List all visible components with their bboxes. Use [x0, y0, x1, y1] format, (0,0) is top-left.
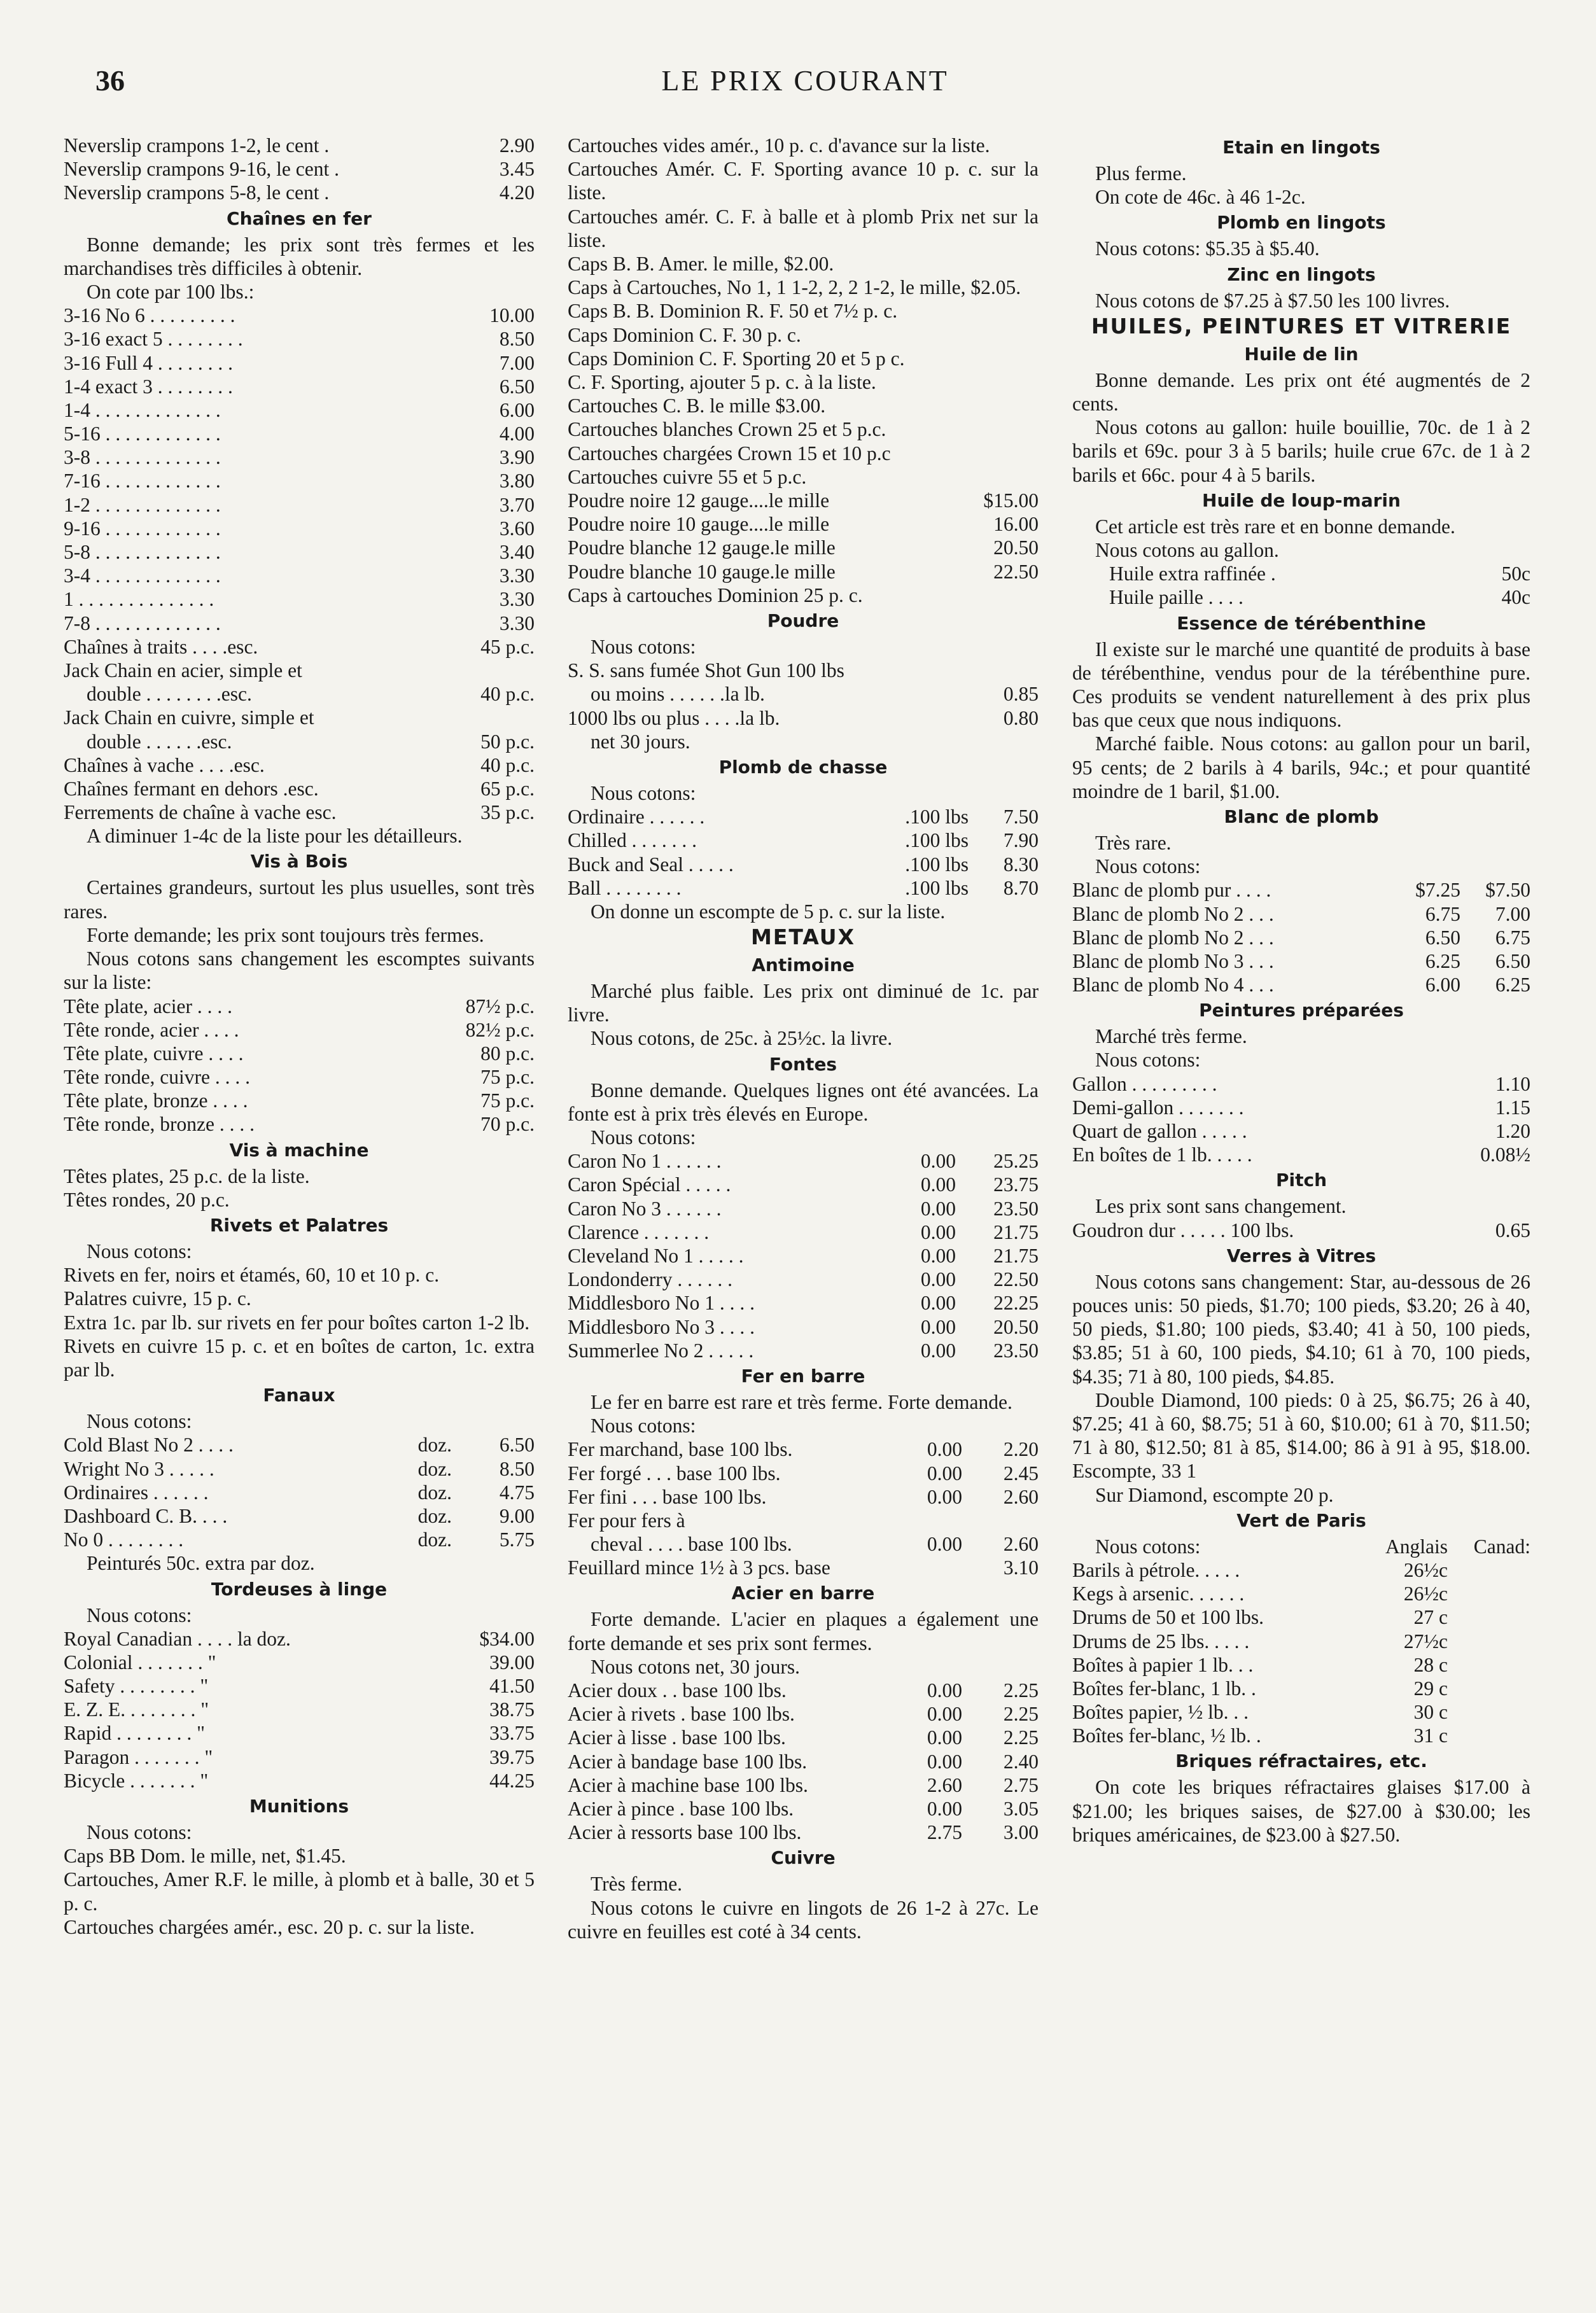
- paragraph: Cartouches blanches Crown 25 et 5 p.c.: [568, 418, 886, 441]
- text-line: On cote de 46c. à 46 1-2c.: [1095, 186, 1306, 209]
- price-row: Cold Blast No 2 . . . . doz. 6.50: [64, 1434, 535, 1457]
- price-row: 3-16 exact 5 . . . . . . . . 8.50: [64, 328, 535, 351]
- text-line: Nous cotons:: [87, 1240, 192, 1262]
- column-header-row: Nous cotons: Anglais Canad:: [1095, 1535, 1530, 1558]
- price-row: Demi-gallon . . . . . . . 1.15: [1072, 1096, 1530, 1119]
- section-heading: Zinc en lingots: [1227, 263, 1376, 285]
- price-row: Poudre blanche 12 gauge.le mille 20.50: [568, 536, 1039, 559]
- text-line: Marché très ferme.: [1095, 1025, 1247, 1048]
- paragraph: Caps BB Dom. le mille, net, $1.45.: [64, 1845, 346, 1868]
- section-heading: Plomb de chasse: [718, 756, 888, 778]
- text-line: Jack Chain en cuivre, simple et: [64, 706, 314, 729]
- paragraph: A diminuer 1-4c de la liste pour les détailleurs.: [87, 825, 463, 848]
- price-row: Kegs à arsenic. . . . . . 26½c: [1072, 1583, 1448, 1605]
- text-line: Nous cotons:: [87, 1604, 192, 1626]
- section-heading: Essence de térébenthine: [1177, 612, 1426, 634]
- section-heading: Tordeuses à linge: [211, 1578, 388, 1600]
- paragraph: Nous cotons sans changement: Star, au-dessous de 26 pouces unis: 50 pieds, $1.70; 100 pieds, $3.20; 26 à 40, 50 pieds, $1.80; 100 pieds, $3.40; 41 à 50, 100 pieds, $3.85; 51 à 60, 100 pieds, $4.10; 61 à 70, 100 pieds, $4.35; 71 à 80, 100 pieds, $4.85.: [1072, 1270, 1530, 1388]
- price-row: Tête plate, acier . . . . 87½ p.c.: [64, 995, 535, 1017]
- text-line: Jack Chain en acier, simple et: [64, 659, 302, 681]
- paragraph: Nous cotons au gallon: huile bouillie, 70c. de 1 à 2 barils et 69c. pour 3 à 5 barils; huile crue 67c. de 1 à 2 barils et 66c. pour 4 à 5 barils.: [1072, 416, 1530, 486]
- section-heading: HUILES, PEINTURES ET VITRERIE: [1091, 313, 1512, 339]
- paragraph: Rivets en cuivre 15 p. c. et en boîtes de carton, 1c. extra par lb.: [64, 1334, 535, 1381]
- text-line: Peinturés 50c. extra par doz.: [87, 1552, 315, 1575]
- paragraph: Forte demande. L'acier en plaques a également une forte demande et ses prix sont fermes.: [568, 1608, 1039, 1654]
- paragraph: Marché faible. Nous cotons: au gallon pour un baril, 95 cents; de 2 barils à 4 barils, 94c.; et pour quantité moindre de 1 baril, $1.00.: [1072, 732, 1530, 802]
- running-title: LE PRIX COURANT: [661, 64, 949, 97]
- price-row: Bicycle . . . . . . . " 44.25: [64, 1769, 535, 1792]
- page-header: [95, 64, 1515, 102]
- price-row: Huile paille . . . . 40c: [1109, 586, 1530, 609]
- section-heading: Blanc de plomb: [1224, 806, 1379, 827]
- paragraph: Cartouches Amér. C. F. Sporting avance 10 p. c. sur la liste.: [568, 158, 1039, 204]
- price-row: Tête plate, cuivre . . . . 80 p.c.: [64, 1042, 535, 1065]
- price-row: Paragon . . . . . . . " 39.75: [64, 1745, 535, 1768]
- section-heading: Huile de loup-marin: [1202, 489, 1401, 511]
- price-row: Tête ronde, bronze . . . . 70 p.c.: [64, 1113, 535, 1136]
- price-row: Acier à ressorts base 100 lbs. 2.75 3.00: [568, 1821, 1039, 1844]
- price-row: No 0 . . . . . . . . doz. 5.75: [64, 1528, 535, 1551]
- price-row: Cleveland No 1 . . . . . 0.00 21.75: [568, 1245, 1039, 1268]
- text-line: Nous cotons net, 30 jours.: [591, 1655, 800, 1678]
- price-row: Royal Canadian . . . . la doz. $34.00: [64, 1627, 535, 1650]
- paragraph: Caps à Cartouches, No 1, 1 1-2, 2, 2 1-2, le mille, $2.05.: [568, 276, 1021, 299]
- price-row: Acier à rivets . base 100 lbs. 0.00 2.25: [568, 1703, 1039, 1726]
- price-row: Tête ronde, cuivre . . . . 75 p.c.: [64, 1066, 535, 1089]
- price-row: Chaînes à traits . . . .esc. 45 p.c.: [64, 635, 535, 658]
- text-line: Très ferme.: [591, 1873, 683, 1896]
- price-row: Blanc de plomb pur . . . . $7.25 $7.50: [1072, 879, 1530, 902]
- paragraph: Marché plus faible. Les prix ont diminué de 1c. par livre.: [568, 980, 1039, 1026]
- paragraph: Caps B. B. Dominion R. F. 50 et 7½ p. c.: [568, 300, 898, 323]
- text-line: On cote par 100 lbs.:: [87, 280, 255, 303]
- section-heading: Etain en lingots: [1222, 137, 1380, 158]
- price-row: Drums de 50 et 100 lbs. 27 c: [1072, 1606, 1448, 1629]
- text-line: Nous cotons:: [1095, 1049, 1201, 1072]
- section-heading: Poudre: [767, 610, 839, 631]
- text-line: Très rare.: [1095, 831, 1172, 854]
- text-line: Nous cotons:: [591, 1415, 696, 1437]
- section-heading: Verres à Vitres: [1226, 1245, 1376, 1266]
- section-heading: Fontes: [769, 1053, 837, 1075]
- price-row: Colonial . . . . . . . " 39.00: [64, 1651, 535, 1674]
- price-row: Chaînes à vache . . . .esc. 40 p.c.: [64, 753, 535, 776]
- section-heading: Briques réfractaires, etc.: [1175, 1750, 1427, 1772]
- text-line: Têtes plates, 25 p.c. de la liste.: [64, 1164, 310, 1187]
- paragraph: Caps Dominion C. F. 30 p. c.: [568, 323, 801, 346]
- price-row: Poudre blanche 10 gauge.le mille 22.50: [568, 560, 1039, 583]
- price-row: Middlesboro No 3 . . . . 0.00 20.50: [568, 1315, 1039, 1338]
- price-row: 7-8 . . . . . . . . . . . . . 3.30: [64, 611, 535, 634]
- subsection-heading: Huile de lin: [1244, 343, 1359, 365]
- column-3: [1072, 134, 1530, 1847]
- price-row: Quart de gallon . . . . . 1.20: [1072, 1120, 1530, 1143]
- paragraph: Palatres cuivre, 15 p. c.: [64, 1287, 251, 1310]
- price-row: Caron No 1 . . . . . . 0.00 25.25: [568, 1150, 1039, 1173]
- price-row: Wright No 3 . . . . . doz. 8.50: [64, 1457, 535, 1480]
- subsection-heading: Antimoine: [752, 954, 855, 976]
- price-row: Rapid . . . . . . . . " 33.75: [64, 1722, 535, 1745]
- price-row: Boîtes papier, ½ lb. . . 30 c: [1072, 1701, 1448, 1724]
- price-row: Blanc de plomb No 4 . . . 6.00 6.25: [1072, 974, 1530, 996]
- section-heading: METAUX: [750, 925, 856, 950]
- text-line: S. S. sans fumée Shot Gun 100 lbs: [568, 659, 844, 682]
- price-row: 9-16 . . . . . . . . . . . . 3.60: [64, 517, 535, 540]
- paragraph: Bonne demande. Les prix ont été augmentés de 2 cents.: [1072, 368, 1530, 415]
- paragraph: C. F. Sporting, ajouter 5 p. c. à la liste.: [568, 371, 876, 394]
- price-row: 1-4 exact 3 . . . . . . . . 6.50: [64, 375, 535, 398]
- price-row: ou moins . . . . . .la lb. 0.85: [591, 683, 1039, 706]
- paragraph: Rivets en fer, noirs et étamés, 60, 10 et 10 p. c.: [64, 1264, 440, 1287]
- price-row: Ball . . . . . . . . .100 lbs 8.70: [568, 876, 1039, 899]
- paragraph: Cet article est très rare et en bonne demande.: [1095, 515, 1455, 538]
- text-line: Nous cotons:: [591, 636, 696, 658]
- price-row: 5-8 . . . . . . . . . . . . . 3.40: [64, 541, 535, 564]
- price-row: Neverslip crampons 5-8, le cent . 4.20: [64, 181, 535, 204]
- text-line: Nous cotons:: [591, 781, 696, 804]
- section-heading: Rivets et Palatres: [209, 1215, 389, 1236]
- paragraph: Bonne demande; les prix sont très fermes et les marchandises très difficiles à obtenir.: [64, 233, 535, 279]
- price-row: Neverslip crampons 1-2, le cent . 2.90: [64, 134, 535, 157]
- price-row: E. Z. E. . . . . . . . " 38.75: [64, 1698, 535, 1721]
- price-row: Poudre noire 10 gauge....le mille 16.00: [568, 513, 1039, 536]
- price-row: Middlesboro No 1 . . . . 0.00 22.25: [568, 1292, 1039, 1315]
- price-row: 3-16 No 6 . . . . . . . . . 10.00: [64, 304, 535, 327]
- paragraph: Certaines grandeurs, surtout les plus usuelles, sont très rares.: [64, 876, 535, 923]
- paragraph: Cartouches amér. C. F. à balle et à plomb Prix net sur la liste.: [568, 205, 1039, 251]
- column-2: [568, 134, 1039, 1943]
- text-line: Nous cotons:: [591, 1126, 696, 1149]
- price-row: Boîtes à papier 1 lb. . . 28 c: [1072, 1653, 1448, 1676]
- section-heading: Vis à machine: [229, 1139, 369, 1161]
- price-row: 3-4 . . . . . . . . . . . . . 3.30: [64, 564, 535, 587]
- paragraph: Extra 1c. par lb. sur rivets en fer pour boîtes carton 1-2 lb.: [64, 1311, 530, 1334]
- paragraph: Nous cotons de $7.25 à $7.50 les 100 livres.: [1095, 289, 1450, 312]
- price-row: Barils à pétrole. . . . . 26½c: [1072, 1558, 1448, 1581]
- paragraph: Cartouches chargées Crown 15 et 10 p.c: [568, 442, 891, 465]
- text-line: Nous cotons:: [87, 1821, 192, 1844]
- price-row: Acier à lisse . base 100 lbs. 0.00 2.25: [568, 1726, 1039, 1749]
- price-row: Acier à pince . base 100 lbs. 0.00 3.05: [568, 1798, 1039, 1820]
- text-line: net 30 jours.: [591, 730, 690, 753]
- paragraph: Caps Dominion C. F. Sporting 20 et 5 p c.: [568, 347, 905, 370]
- text-line: Sur Diamond, escompte 20 p.: [1095, 1483, 1334, 1506]
- text-line: Nous cotons:: [1095, 855, 1201, 878]
- price-row: Boîtes fer-blanc, 1 lb. . 29 c: [1072, 1677, 1448, 1700]
- price-row: Dashboard C. B. . . . doz. 9.00: [64, 1504, 535, 1527]
- price-row: 3-16 Full 4 . . . . . . . . 7.00: [64, 351, 535, 374]
- section-heading: Fanaux: [263, 1385, 335, 1406]
- paragraph: Le fer en barre est rare et très ferme. Forte demande.: [591, 1390, 1012, 1413]
- paragraph: Cartouches, Amer R.F. le mille, à plomb et à balle, 30 et 5 p. c.: [64, 1868, 535, 1915]
- paragraph: Nous cotons, de 25c. à 25½c. la livre.: [591, 1027, 893, 1050]
- price-row: Tête ronde, acier . . . . 82½ p.c.: [64, 1018, 535, 1041]
- price-row: 1-2 . . . . . . . . . . . . . 3.70: [64, 493, 535, 516]
- price-row: 5-16 . . . . . . . . . . . . 4.00: [64, 423, 535, 445]
- section-heading: Vert de Paris: [1236, 1509, 1366, 1531]
- paragraph: Caps à cartouches Dominion 25 p. c.: [568, 583, 863, 606]
- paragraph: Cartouches C. B. le mille $3.00.: [568, 395, 826, 417]
- price-row: 3-8 . . . . . . . . . . . . . 3.90: [64, 446, 535, 469]
- text-line: Nous cotons:: [87, 1410, 192, 1433]
- paragraph: Il existe sur le marché une quantité de produits à base de térébenthine, vendus pour de la térébenthine pure. Ces produits se vendent naturellement à des prix plus bas que ceux que nous indiquons.: [1072, 638, 1530, 732]
- price-row: Tête plate, bronze . . . . 75 p.c.: [64, 1089, 535, 1112]
- price-row: double . . . . . .esc. 50 p.c.: [87, 730, 535, 753]
- section-heading: Pitch: [1275, 1170, 1327, 1191]
- price-row: Caron Spécial . . . . . 0.00 23.75: [568, 1173, 1039, 1196]
- price-row: Huile extra raffinée . 50c: [1109, 563, 1530, 585]
- price-row: Feuillard mince 1½ à 3 pcs. base 3.10: [568, 1556, 1039, 1579]
- paragraph: Cartouches vides amér., 10 p. c. d'avance sur la liste.: [568, 134, 990, 157]
- price-row: Summerlee No 2 . . . . . 0.00 23.50: [568, 1339, 1039, 1362]
- price-row: Gallon . . . . . . . . . 1.10: [1072, 1072, 1530, 1095]
- price-row: Fer fini . . . base 100 lbs. 0.00 2.60: [568, 1485, 1039, 1508]
- price-row: 1 . . . . . . . . . . . . . . 3.30: [64, 588, 535, 611]
- price-row: Safety . . . . . . . . " 41.50: [64, 1675, 535, 1698]
- section-heading: Vis à Bois: [250, 851, 348, 872]
- text-line: Plus ferme.: [1095, 162, 1187, 185]
- page-number: 36: [95, 64, 125, 97]
- section-heading: Peintures préparées: [1199, 1000, 1404, 1021]
- text-line: Têtes rondes, 20 p.c.: [64, 1188, 230, 1211]
- section-heading: Munitions: [249, 1796, 349, 1817]
- paragraph: Nous cotons sans changement les escomptes suivants sur la liste:: [64, 947, 535, 994]
- paragraph: On cote les briques réfractaires glaises $17.00 à $21.00; les briques saises, de $27.00 à $30.00; les briques américaines, de $23.00 à $27.50.: [1072, 1776, 1530, 1846]
- text-line: Nous cotons: $5.35 à $5.40.: [1095, 237, 1320, 260]
- price-row: Blanc de plomb No 3 . . . 6.25 6.50: [1072, 949, 1530, 972]
- text-line: Les prix sont sans changement.: [1095, 1195, 1347, 1218]
- price-row: En boîtes de 1 lb. . . . . 0.08½: [1072, 1143, 1530, 1166]
- price-row: Poudre noire 12 gauge....le mille $15.00: [568, 489, 1039, 512]
- price-row: Blanc de plomb No 2 . . . 6.50 6.75: [1072, 926, 1530, 949]
- price-row: 1-4 . . . . . . . . . . . . . 6.00: [64, 398, 535, 421]
- paragraph: Cartouches cuivre 55 et 5 p.c.: [568, 465, 807, 488]
- price-row: Blanc de plomb No 2 . . . 6.75 7.00: [1072, 902, 1530, 925]
- price-row: Boîtes fer-blanc, ½ lb. . 31 c: [1072, 1724, 1448, 1747]
- section-heading: Fer en barre: [741, 1365, 865, 1387]
- price-row: Ordinaires . . . . . . doz. 4.75: [64, 1481, 535, 1504]
- section-heading: Acier en barre: [731, 1583, 875, 1604]
- price-row: Buck and Seal . . . . . .100 lbs 8.30: [568, 853, 1039, 876]
- paragraph: Nous cotons le cuivre en lingots de 26 1-2 à 27c. Le cuivre en feuilles est coté à 34 cents.: [568, 1896, 1039, 1943]
- price-row: Chilled . . . . . . . .100 lbs 7.90: [568, 829, 1039, 852]
- paragraph: Bonne demande. Quelques lignes ont été avancées. La fonte est à prix très élevés en Europe.: [568, 1079, 1039, 1125]
- section-heading: Chaînes en fer: [227, 207, 372, 229]
- price-row: Acier à machine base 100 lbs. 2.60 2.75: [568, 1773, 1039, 1796]
- price-row: Fer forgé . . . base 100 lbs. 0.00 2.45: [568, 1462, 1039, 1485]
- price-row: cheval . . . . base 100 lbs. 0.00 2.60: [591, 1533, 1039, 1556]
- paragraph: Double Diamond, 100 pieds: 0 à 25, $6.75; 26 à 40, $7.25; 41 à 60, $8.75; 51 à 60, $10.00; 61 à 70, $11.50; 71 à 80, $12.50; 81 à 85, $14.00; 86 à 91 à 95, $18.00. Escompte, 33 1: [1072, 1388, 1530, 1483]
- price-row: Goudron dur . . . . . 100 lbs. 0.65: [1072, 1219, 1530, 1241]
- price-row: double . . . . . . . .esc. 40 p.c.: [87, 683, 535, 706]
- price-row: Chaînes fermant en dehors .esc. 65 p.c.: [64, 777, 535, 800]
- section-heading: Cuivre: [771, 1847, 836, 1869]
- price-row: 7-16 . . . . . . . . . . . . 3.80: [64, 470, 535, 493]
- price-row: Londonderry . . . . . . 0.00 22.50: [568, 1268, 1039, 1291]
- price-row: Acier doux . . base 100 lbs. 0.00 2.25: [568, 1679, 1039, 1702]
- price-row: Ordinaire . . . . . . .100 lbs 7.50: [568, 806, 1039, 828]
- section-heading: Plomb en lingots: [1217, 212, 1386, 234]
- text-line: Nous cotons au gallon.: [1095, 538, 1279, 561]
- price-row: Ferrements de chaîne à vache esc. 35 p.c.: [64, 801, 535, 824]
- price-row: Drums de 25 lbs. . . . . 27½c: [1072, 1630, 1448, 1653]
- paragraph: Caps B. B. Amer. le mille, $2.00.: [568, 253, 834, 276]
- paragraph: Cartouches chargées amér., esc. 20 p. c. sur la liste.: [64, 1915, 475, 1938]
- price-row: Acier à bandage base 100 lbs. 0.00 2.40: [568, 1750, 1039, 1773]
- price-row: Fer marchand, base 100 lbs. 0.00 2.20: [568, 1438, 1039, 1461]
- price-row: Clarence . . . . . . . 0.00 21.75: [568, 1220, 1039, 1243]
- paragraph: Forte demande; les prix sont toujours très fermes.: [87, 923, 484, 946]
- paragraph: On donne un escompte de 5 p. c. sur la liste.: [591, 900, 946, 923]
- text-line: Fer pour fers à: [568, 1509, 685, 1532]
- price-row: Caron No 3 . . . . . . 0.00 23.50: [568, 1197, 1039, 1220]
- column-1: [64, 134, 535, 1939]
- price-row: Neverslip crampons 9-16, le cent . 3.45: [64, 158, 535, 181]
- price-row: 1000 lbs ou plus . . . .la lb. 0.80: [568, 706, 1039, 729]
